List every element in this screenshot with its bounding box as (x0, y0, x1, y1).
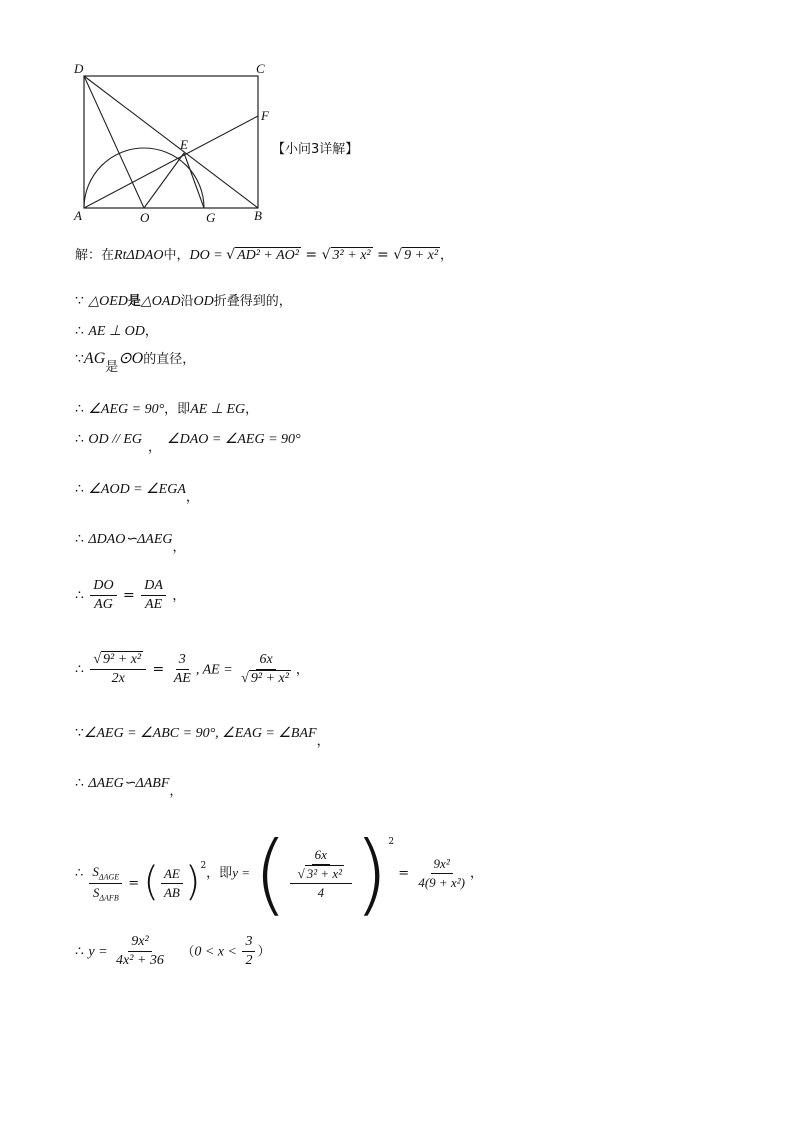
figure-svg (70, 58, 285, 228)
solution-line-13: ∴ $\frac{S_{\Delta AGE}}{S_{\Delta AFB}}$ = ( $\frac{AE}{AB}$ )$^2$，即y = ( $\frac{\frac{6x}{\text{√ 3² + x²}}}{4}$ )$^2$ = $\frac{\text{9x²}}{\text{4(9 + x²)}}$ ， (75, 822, 483, 925)
solution-line-1: 解：在RtΔDAO中，DO = √ AD² + AO² = √ 3² + x² = √ 9 + x² ， (75, 247, 454, 263)
solution-line-8: ∴ ΔDAO∽ΔAEG， (75, 531, 186, 555)
solution-line-2: ∵ △OED是△OAD沿OD折叠得到的， (75, 293, 292, 309)
solution-line-12: ∴ ΔAEG∽ΔABF， (75, 775, 183, 799)
label-e: E (180, 137, 188, 152)
label-g: G (206, 210, 216, 225)
subquestion-heading: 【小问3详解】 (272, 142, 359, 157)
label-b: B (254, 208, 262, 223)
label-c: C (256, 61, 265, 76)
line-eg (184, 153, 204, 208)
solution-line-7: ∴ ∠AOD = ∠EGA， (75, 481, 199, 505)
line-db (84, 76, 258, 208)
line-do (84, 76, 144, 208)
solution-line-10: ∴ $\frac{\text{√ 9² + x²}}{2x}$ = $\frac{3}{AE}$ , AE = $\frac{6x}{\text{√ 9² + x²}}$ ， (75, 652, 309, 686)
geometry-figure (70, 58, 285, 228)
solution-line-14: ∴ y = $\frac{\text{9x²}}{\text{4x² + 36}}$ （0 < x < $\frac{3}{2}$ ） (75, 934, 271, 968)
solution-line-4: ∵AG是⊙O的直径， (75, 350, 196, 375)
solution-line-5: ∴ ∠AEG = 90°，即AE ⊥ EG， (75, 401, 259, 417)
line-oe (144, 153, 184, 208)
line-af (84, 116, 258, 208)
solution-line-6: ∴ OD // EG，∠DAO = ∠AEG = 90° (75, 431, 301, 455)
label-o: O (140, 210, 150, 225)
solution-line-11: ∵∠AEG = ∠ABC = 90°, ∠EAG = ∠BAF， (75, 725, 330, 749)
label-f: F (261, 108, 269, 123)
label-d: D (74, 61, 84, 76)
label-a: A (74, 208, 82, 223)
solution-line-9: ∴ $\frac{DO}{AG}$ = $\frac{DA}{AE}$ ， (75, 578, 186, 612)
solution-line-3: ∴ AE ⊥ OD， (75, 323, 158, 339)
